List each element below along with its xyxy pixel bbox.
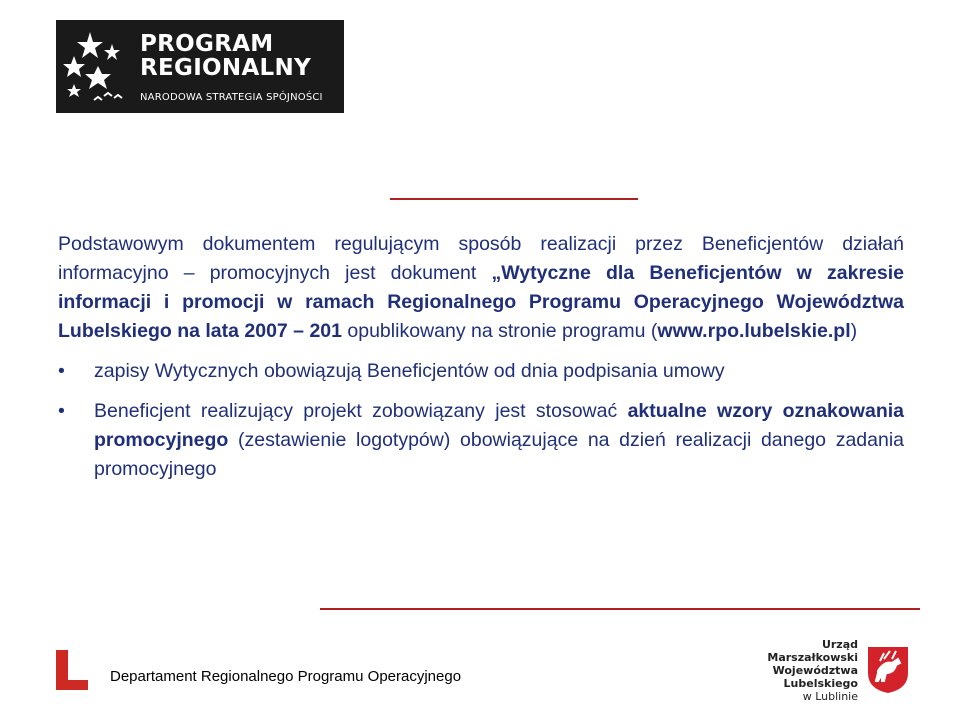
urzad-line1: Urząd Marszałkowski xyxy=(767,638,858,664)
bullet-item-2 xyxy=(58,397,904,484)
bullet-2-text-1: Beneficjent realizujący projekt zobowiązany jest stosować xyxy=(94,400,628,422)
bullet-2-text-2: (zestawienie logotypów) obowiązujące na dzień realizacji danego zadania promocyjnego xyxy=(94,429,904,480)
logo-title-line2: REGIONALNY xyxy=(140,55,312,81)
footer-department: Departament Regionalnego Programu Operacyjnego xyxy=(110,668,462,685)
intro-text-1: Podstawowym dokumentem regulującym sposób realizacji przez Beneficjentów działań informacyjno – promocyjnych jest dokument xyxy=(58,233,904,284)
urzad-line2: Województwa Lubelskiego xyxy=(772,664,858,690)
intro-paragraph xyxy=(58,230,904,346)
intro-text-2: opublikowany na stronie programu ( xyxy=(341,320,658,342)
urzad-line3: w Lublinie xyxy=(802,690,858,703)
lubelskie-crest-icon xyxy=(866,645,910,695)
top-divider xyxy=(390,198,638,200)
bullet-2-bold: aktualne wzory oznakowania promocyjnego xyxy=(94,400,904,451)
logo-title-line1: PROGRAM xyxy=(140,31,274,57)
wytyczne-title: „Wytyczne dla Beneficjentów w zakresie informacji i promocji w ramach Regionalnego Programu Operacyjnego Województwa Lubelskiego na lata 2007 – 201 xyxy=(58,262,904,342)
stars-logo-icon xyxy=(60,26,136,108)
logo-title xyxy=(140,32,311,80)
bullet-item-1 xyxy=(58,357,904,386)
program-regionalny-logo xyxy=(56,20,344,113)
bottom-divider xyxy=(320,608,920,610)
urzad-marszalkowski-logo xyxy=(738,638,858,703)
lubelskie-l-logo-icon xyxy=(54,648,90,692)
bullet-icon: • xyxy=(58,360,65,382)
bullet-icon: • xyxy=(58,400,65,422)
main-content xyxy=(58,230,904,484)
logo-subtitle: NARODOWA STRATEGIA SPÓJNOŚCI xyxy=(140,92,323,103)
bullet-1-text: zapisy Wytycznych obowiązują Beneficjentów od dnia podpisania umowy xyxy=(94,360,725,382)
intro-text-3: ) xyxy=(850,320,858,342)
rpo-link[interactable]: www.rpo.lubelskie.pl xyxy=(657,320,851,342)
